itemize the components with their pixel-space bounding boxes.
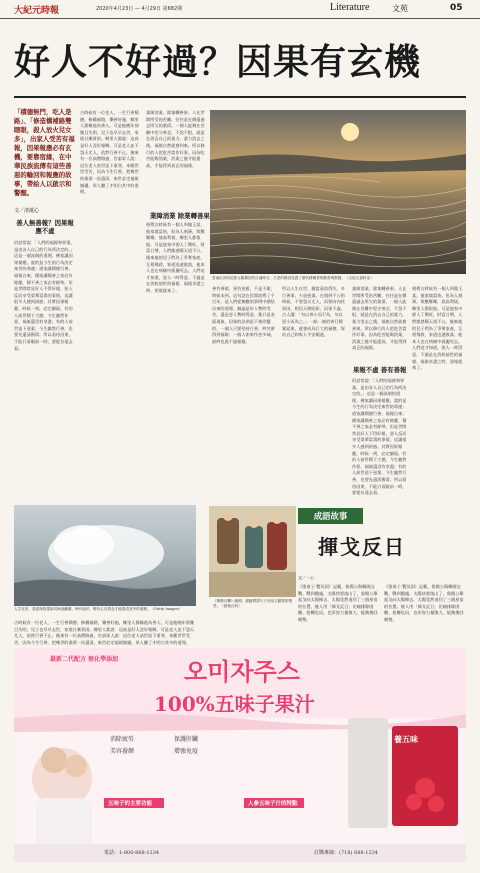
body-column-6a: 業障消業，除業轉善果。人在世間所受的苦難，往往是在償還過去所欠的業債。一個人能夠在苦難中堅守善念，不怨不恨，就是在消去自己的業力。業力消去之後，福報自然就會到來。所以修行的人把吃苦當作好事，因為吃苦能夠消業，消業之後才能提高，才能得到真正的福報。 bbox=[352, 286, 407, 351]
historical-painting bbox=[209, 506, 296, 597]
body-column-3a: 業障消業，除業轉善果。人在世間所受的苦難，往往是在償還過去所欠的業債。一個人能夠在苦難中堅守善念，不怨不恨，就是在消去自己的業力。業力消去之後，福報自然就會到來。所以修行的人把吃苦當作好事，因為吃苦能夠消業，消業之後才能提高，才能得到真正的福報。 bbox=[146, 110, 205, 168]
body-column-5: 所以人生在世，應當看淡得失，多行善事，少造惡業。在遇到不公的時候，不要怨天尤人，而要向內找原因，相信天理昭彰，因果不虛。古人講：「勿以善小而不為，勿以惡小而為之。」一點一滴的善行積累起來，就會成為巨大的福德，保佑自己和家人平安順遂。 bbox=[282, 286, 345, 338]
body-column-3b: 相傳古時候有一個人叫做王某，他家境富裕，但為人刻薄，欺壓鄉鄰，放高利貸，鄉里人都恨他。可是他家中卻人丁興旺，財富日增，人們都感嘆天道不公。後來他的兒子們為了爭奪家產，互相殘殺，家道迅速敗落，他本人也在病痛中孤獨死去。人們這才知道，惡人一時得意，不過是在消耗前世的福報，福報享盡之時，惡報就來了。 bbox=[146, 222, 205, 293]
painting-caption: 《舉鼎目擊》劇照，描繪賈詡父子向吳王獻策的情景。（維基百科） bbox=[213, 599, 293, 608]
article-headline: 好人不好過？因果有玄機 bbox=[14, 41, 422, 83]
terrace-photo-caption: 雲南紅河哈尼族元陽梯田的日落時分，古老的梯田見證了歷代耕種者的勤勞與堅韌。（大紀元資料室） bbox=[212, 276, 374, 280]
ad-badge: 養五味 bbox=[394, 734, 418, 744]
byline: 文／清蓮心 bbox=[14, 208, 40, 214]
ad-feature-2: 美容養顏 bbox=[110, 748, 135, 755]
idiom-story-banner: 成語故事 bbox=[298, 508, 363, 524]
lead-text: 「積德無門，吃人是路」、「修造橋補路雙瞎眼，殺人放火兒女多」，出家人受苦有福報，因果報應必有玄機，要靠宿緣，在中華民族流傳有這些善惡的輪回和報應的故事，帶給人以啟示和警醒。 bbox=[14, 108, 75, 197]
ad-box1-title: 五味子的主要功能 bbox=[108, 801, 153, 807]
body-column-7: 相傳古時候有一個人叫做王某，他家境富裕，但為人刻薄，欺壓鄉鄰，放高利貸，鄉里人都恨他。可是他家中卻人丁興旺，財富日增，人們都感嘆天道不公。後來他的兒子們為了爭奪家產，互相殘殺，家道迅速敗落，他本人也在病痛中孤獨死去。人們這才知道，惡人一時得意，不過是在消耗前世的福報，福報享盡之時，惡報就來了。 bbox=[412, 286, 463, 371]
ocean-photo-caption: 人生在世，善惡與因果如同海浪翻湧，時有起伏，唯有心存善念才能看清其中的道理。（Getty Images） bbox=[14, 607, 183, 611]
body-column-6b: 俗話常說：「人們的福報和罪業，是由各人自己的行為所決定的。」這是一個深刻的道理。佛家講因果報應，說的是今生的行為決定來世的命運；道家講積德行善，福報自來；儒家講積善之家必有餘慶，積不善之家必有餘殃。但是世間常見好人不得好報，惡人反而享受榮華富貴的事情，這讓很多人感到困惑。其實因果報應，時候一到，必定顯現。有的人前世積下大德，今生雖然作惡，福報還沒有享盡；有的人前世造下惡業，今生雖然行善，也要先還清舊債。所以看待因果，不能只看眼前一時，要從長遠去看。 bbox=[352, 378, 407, 496]
idiom-body-1: 《淮南子·覽冥訓》記載，魯陽公與韓國交戰，戰到酣處，太陽快要落山了，魯陽公舉起戈向太陽揮去，太陽竟然退回了三個星宿的位置。後人用「揮戈反日」比喻排除困難，扭轉危局，也形容力量強大，能夠挽回頹勢。 bbox=[298, 584, 378, 622]
idiom-title: 揮戈反日 bbox=[318, 535, 406, 559]
idiom-body-2: 《淮南子·覽冥訓》記載，魯陽公與韓國交戰，戰到酣處，太陽快要落山了，魯陽公舉起戈向太陽揮去，太陽竟然退回了三個星宿的位置。後人用「揮戈反日」比喻排除困難，扭轉危局，也形容力量強大，能夠挽回頹勢。 bbox=[384, 584, 464, 622]
ad-feature-3: 保護肝臟 bbox=[174, 736, 199, 743]
issue-date: 2020年4月23日 — 4月29日 第682期 bbox=[96, 6, 183, 12]
terrace-photo bbox=[210, 110, 466, 274]
ad-feature-4: 增強免疫 bbox=[174, 748, 199, 755]
body-column-2: 古時候有一位老人，一生行善積德，修橋補路，樂善好施，鄉里人都稱他為善人。可是他晚年卻雙目失明，兒子也早早去世，家境日漸貧困。鄉里人都說：這真是好人沒好報啊。可是老人並不怨天尤人，依然行善不止。後來有一位高僧路過，告訴眾人說：這位老人前世造下重罪，本應世世受苦，因為今生行善，把幾世的業債一次還清，來世必定福報無邊。眾人聽了才明白其中的道理。 bbox=[80, 110, 139, 195]
ad-tagline: 最新二代配方 無化學添加 bbox=[50, 656, 119, 663]
ad-phone-1: 電話：1-800-888-1234 bbox=[104, 850, 160, 856]
ad-phone-2: 訂購專線：(718) 888-1234 bbox=[314, 850, 378, 856]
idiom-author: 文／一心 bbox=[298, 575, 314, 580]
headline-rule bbox=[14, 96, 466, 98]
advertisement bbox=[14, 648, 466, 862]
ad-box2-title: 人參五味子汁的特點 bbox=[248, 801, 298, 807]
body-column-4: 善有善報，惡有惡報，不是不報，時候未到。這句話在民間流傳了千百年，是人們從無數的事例中總結出來的道理。無論是好人暫時受苦，還是惡人暫時得意，都只是表面現象，因果的法則是不會改變的。一個人只要堅持行善，終究會得到福報；一個人如果作惡多端，最終也逃不過報應。 bbox=[212, 286, 275, 344]
body-column-bottom: 古時候有一位老人，一生行善積德，修橋補路，樂善好施，鄉里人都稱他為善人。可是他晚年卻雙目失明，兒子也早早去世，家境日漸貧困。鄉里人都說：這真是好人沒好報啊。可是老人並不怨天尤人，依然行善不止。後來有一位高僧路過，告訴眾人說：這位老人前世造下重罪，本應世世受苦，因為今生行善，把幾世的業債一次還清，來世必定福報無邊。眾人聽了才明白其中的道理。 bbox=[14, 620, 195, 645]
ad-feature-1: 消除疲勞 bbox=[110, 736, 135, 743]
subhead-3: 果報不虛 善有善報 bbox=[353, 366, 407, 374]
section-name-en: Literature bbox=[330, 2, 370, 13]
ad-product-name: 100%五味子果汁 bbox=[154, 692, 315, 716]
subhead-1: 善人無善報？因果報應不虛 bbox=[16, 219, 74, 235]
lead-box bbox=[14, 108, 76, 200]
ad-brand-korean: 오미자주스 bbox=[184, 658, 300, 686]
subhead-2: 業障消業 除業轉善果 bbox=[150, 212, 210, 220]
masthead bbox=[0, 0, 480, 19]
body-column-1: 俗話常說：「人們的福報和罪業，是由各人自己的行為所決定的。」這是一個深刻的道理。佛家講因果報應，說的是今生的行為決定來世的命運；道家講積德行善，福報自來；儒家講積善之家必有餘慶，積不善之家必有餘殃。但是世間常見好人不得好報，惡人反而享受榮華富貴的事情，這讓很多人感到困惑。其實因果報應，時候一到，必定顯現。有的人前世積下大德，今生雖然作惡，福報還沒有享盡；有的人前世造下惡業，今生雖然行善，也要先還清舊債。所以看待因果，不能只看眼前一時，要從長遠去看。 bbox=[14, 240, 75, 351]
ocean-photo bbox=[14, 505, 196, 606]
page-number: 05 bbox=[450, 3, 463, 13]
section-name-zh: 文苑 bbox=[392, 4, 408, 13]
publication-name: 大紀元時報 bbox=[14, 6, 60, 16]
